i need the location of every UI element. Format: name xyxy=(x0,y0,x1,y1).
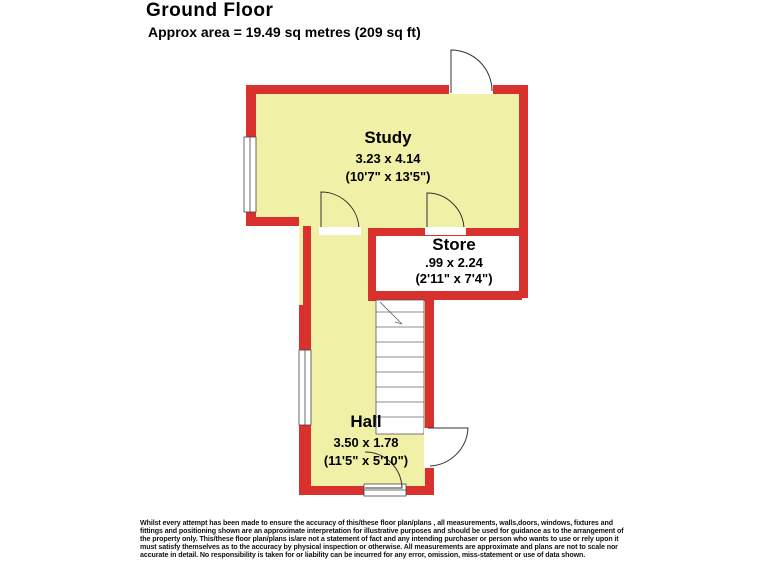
hall-label xyxy=(296,412,436,468)
store-label xyxy=(384,235,524,286)
staircase-wall xyxy=(368,291,434,301)
study-metric: 3.23 x 4.14 xyxy=(355,151,421,166)
study-imperial: (10'7" x 13'5") xyxy=(345,169,431,184)
disclaimer-text: Whilst every attempt has been made to ensure the accuracy of this/these floor plan/plans , all measurements, walls,doors, windows, fixtures and fittings and positioning shown are an approximate interpretation for illustrative purposes and should be used for guidance as to the arrangement of the property only. This/these floor plan/plans is/are not a statement of fact and any intending purchaser or person who wants to use or rely upon it must satisfy themselves as to the accuracy by physical inspection or otherwise. All measurements are approximate and plans are not to scale nor accurate in detail. No responsibility is taken for or liability can be incurred for any error, omission, miss-statement or use of data shown. xyxy=(140,519,624,559)
hall-metric: 3.50 x 1.78 xyxy=(333,435,399,450)
approx-area: Approx area = 19.49 sq metres (209 sq ft) xyxy=(148,24,421,40)
study-name: Study xyxy=(364,128,412,147)
hall-imperial: (11'5" x 5'10") xyxy=(323,453,409,468)
study-window xyxy=(244,137,256,212)
store-name: Store xyxy=(432,235,476,254)
top-door xyxy=(449,50,493,94)
store-imperial: (2'11" x 7'4") xyxy=(415,271,493,286)
store-metric: .99 x 2.24 xyxy=(425,255,483,270)
hall-name: Hall xyxy=(350,412,382,431)
floor-title: Ground Floor xyxy=(146,0,274,21)
front-door-window xyxy=(364,484,406,496)
study-label xyxy=(318,128,458,184)
